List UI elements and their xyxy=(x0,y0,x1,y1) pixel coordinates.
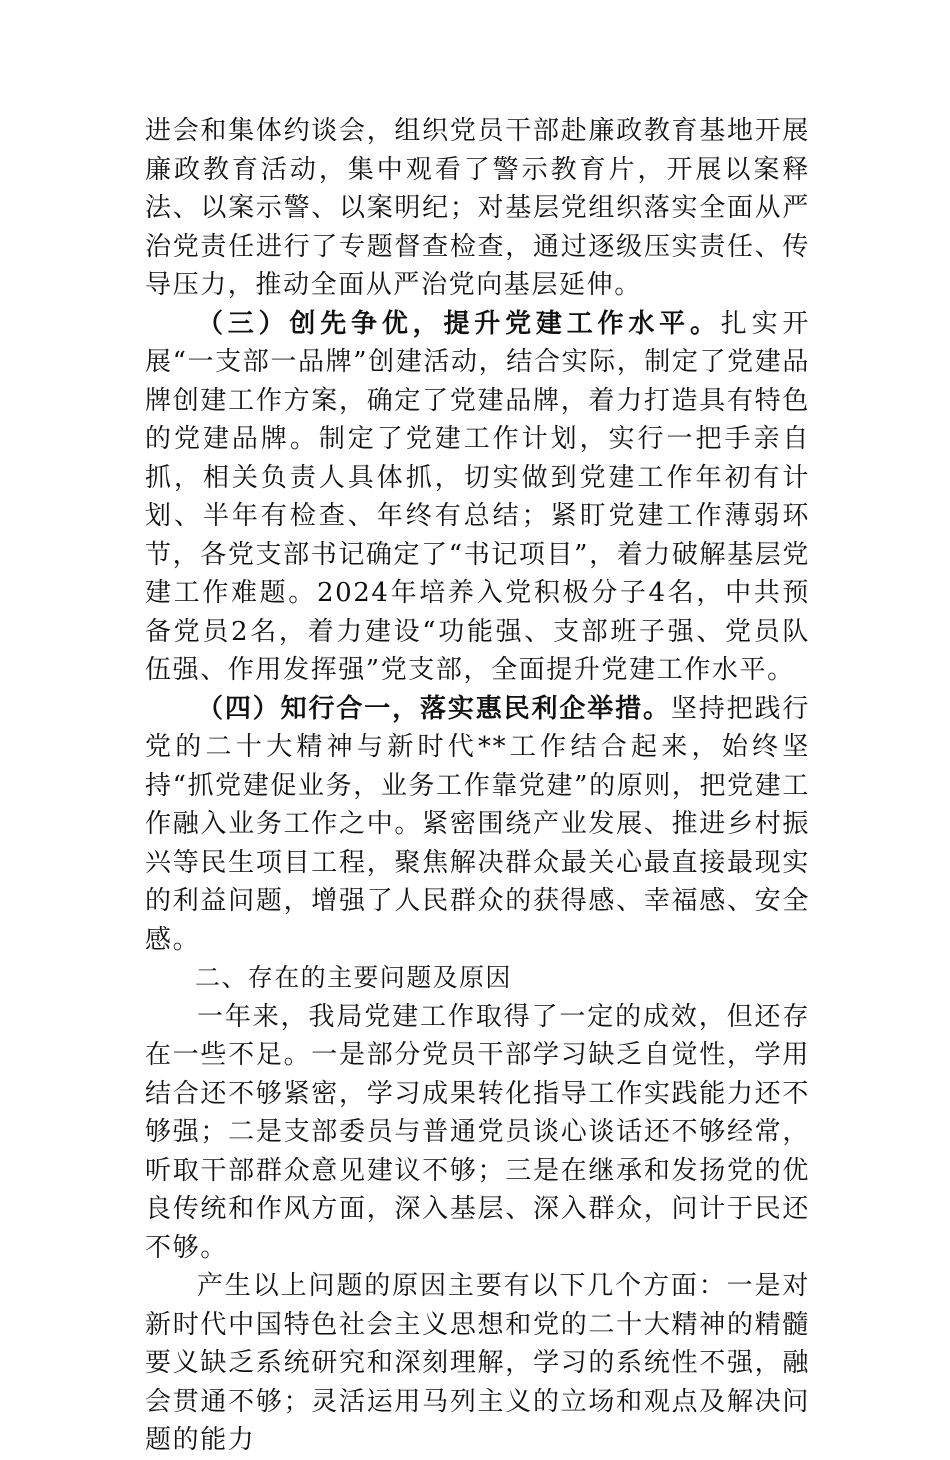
paragraph-problems xyxy=(145,998,810,1268)
section-lead-heading: （三）创先争优，提升党建工作水平。 xyxy=(197,308,721,339)
paragraph-section-four xyxy=(145,690,810,960)
document-body xyxy=(145,112,810,1460)
section-lead-heading: （四）知行合一，落实惠民利企举措。 xyxy=(197,693,671,724)
paragraph-text: 产生以上问题的原因主要有以下几个方面：一是对新时代中国特色社会主义思想和党的二十大精神的精髓要义缺乏系统研究和深刻理解，学习的系统性不强，融会贯通不够；灵活运用马列主义的立场和观点及解决问题的能力 xyxy=(145,1271,810,1455)
paragraph-continued xyxy=(145,112,810,305)
paragraph-text: 坚持把践行党的二十大精神与新时代**工作结合起来，始终坚持“抓党建促业务，业务工作靠党建”的原则，把党建工作融入业务工作之中。紧密围绕产业发展、推进乡村振兴等民生项目工程，聚焦解决群众最关心最直接最现实的利益问题，增强了人民群众的获得感、幸福感、安全感。 xyxy=(145,693,810,955)
paragraph-text: 扎实开展“一支部一品牌”创建活动，结合实际，制定了党建品牌创建工作方案，确定了党建品牌，着力打造具有特色的党建品牌。制定了党建工作计划，实行一把手亲自抓，相关负责人具体抓，切实做到党建工作年初有计划、半年有检查、年终有总结；紧盯党建工作薄弱环节，各党支部书记确定了“书记项目”，着力破解基层党建工作难题。2024年培养入党积极分子4名，中共预备党员2名，着力建设“功能强、支部班子强、党员队伍强、作用发挥强”党支部，全面提升党建工作水平。 xyxy=(145,308,810,685)
paragraph-section-three xyxy=(145,305,810,690)
section-heading-problems: 二、存在的主要问题及原因 xyxy=(195,963,512,992)
paragraph-causes xyxy=(145,1267,810,1460)
paragraph-text: 进会和集体约谈会，组织党员干部赴廉政教育基地开展廉政教育活动，集中观看了警示教育片，开展以案释法、以案示警、以案明纪；对基层党组织落实全面从严治党责任进行了专题督查检查，通过逐级压实责任、传导压力，推动全面从严治党向基层延伸。 xyxy=(145,116,810,300)
paragraph-text: 一年来，我局党建工作取得了一定的成效，但还存在一些不足。一是部分党员干部学习缺乏自觉性，学用结合还不够紧密，学习成果转化指导工作实践能力还不够强；二是支部委员与普通党员谈心谈话还不够经常，听取干部群众意见建议不够；三是在继承和发扬党的优良传统和作风方面，深入基层、深入群众，问计于民还不够。 xyxy=(145,1001,810,1263)
